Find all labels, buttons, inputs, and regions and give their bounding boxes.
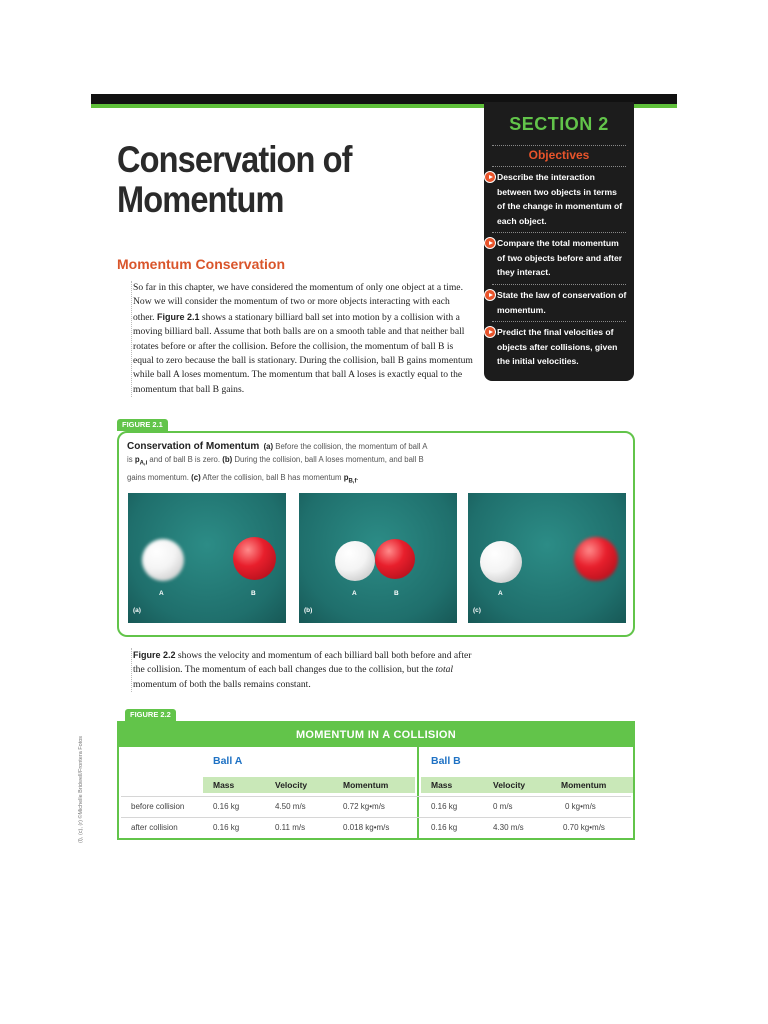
paragraph-text: shows the velocity and momentum of each billiard ball both before and after the collision. The momentum of each ball changes due to the collision, but the bbox=[133, 650, 472, 676]
table-cell: 0.16 kg bbox=[213, 802, 240, 811]
panel-label: (a) bbox=[133, 607, 141, 614]
photo-credit: (l), (c), (r) ©Michelle Bridwell/Frontera Fotos bbox=[78, 735, 84, 843]
group-ball-a: Ball A bbox=[213, 755, 243, 767]
table-cell: 4.30 m/s bbox=[493, 823, 524, 832]
title-line-1: Conservation of bbox=[117, 139, 352, 180]
section-label: SECTION 2 bbox=[509, 114, 609, 134]
body-paragraph-1 bbox=[131, 281, 473, 397]
ball-label: A bbox=[352, 590, 357, 597]
divider bbox=[492, 284, 626, 285]
emphasis-text: total bbox=[435, 664, 454, 676]
objective-item-2 bbox=[497, 236, 627, 280]
title-line-2: Momentum bbox=[117, 179, 284, 220]
paragraph-text: So far in this chapter, we have considered the momentum of only one object at a time. Now we will consider the momentum of two or more objects interacting with each other. bbox=[133, 282, 463, 323]
caption-text: . bbox=[356, 472, 359, 482]
caption-label: (b) bbox=[222, 455, 233, 464]
table-cell: 0 m/s bbox=[493, 802, 513, 811]
white-ball-a bbox=[480, 541, 522, 583]
caption-text: During the collision, ball A loses momentum, and ball B gains momentum. bbox=[127, 455, 424, 482]
group-ball-b: Ball B bbox=[431, 755, 461, 767]
col-header: Mass bbox=[431, 780, 453, 790]
col-header: Velocity bbox=[275, 780, 308, 790]
row-divider bbox=[121, 817, 631, 818]
momentum-symbol: p bbox=[343, 472, 349, 482]
caption-text: Before the collision, the momentum of ball A is bbox=[127, 442, 427, 464]
ball-label: B bbox=[394, 590, 399, 597]
col-header: Velocity bbox=[493, 780, 526, 790]
ball-label: A bbox=[498, 590, 503, 597]
divider bbox=[492, 166, 626, 167]
table-title: MOMENTUM IN A COLLISION bbox=[119, 723, 633, 747]
paragraph-text: shows a stationary billiard ball set into motion by a collision with a moving billiard ball. Assume that both balls are on a smooth table and that neither ball rotates before or after the collision. Before the collision, the momentum of ball B is equal to zero because the ball is stationary. During the collision, ball B gains momentum while ball A loses momentum. The momentum that ball A loses is exactly equal to the momentum that ball B gains. bbox=[133, 311, 473, 395]
objective-text: State the law of conservation of momentum. bbox=[497, 290, 627, 315]
ball-label: A bbox=[159, 590, 164, 597]
arrow-bullet-icon bbox=[484, 171, 496, 183]
figure-2-tab: FIGURE 2.2 bbox=[125, 709, 176, 721]
objectives-title: Objectives bbox=[528, 148, 590, 162]
divider bbox=[492, 145, 626, 146]
table-cell: 0.11 m/s bbox=[275, 823, 306, 832]
section-subhead: Momentum Conservation bbox=[117, 256, 286, 272]
ball-label: B bbox=[251, 590, 256, 597]
figure-1-box bbox=[117, 431, 635, 637]
momentum-symbol: p bbox=[134, 455, 140, 464]
figure-ref: Figure 2.2 bbox=[133, 650, 176, 660]
white-ball-a bbox=[335, 541, 375, 581]
divider bbox=[492, 232, 626, 233]
photo-panel-b bbox=[299, 493, 457, 623]
objective-text: Predict the final velocities of objects after collisions, given the initial velocities. bbox=[497, 327, 618, 366]
red-ball-b bbox=[233, 537, 276, 580]
table-cell: 4.50 m/s bbox=[275, 802, 306, 811]
arrow-bullet-icon bbox=[484, 289, 496, 301]
arrow-bullet-icon bbox=[484, 237, 496, 249]
table-cell: 0.16 kg bbox=[431, 802, 458, 811]
photo-panel-a bbox=[128, 493, 286, 623]
figure-1-tab: FIGURE 2.1 bbox=[117, 419, 168, 431]
table-cell: 0.72 kg•m/s bbox=[343, 802, 385, 811]
objective-item-4 bbox=[497, 325, 627, 369]
row-label: after collision bbox=[131, 823, 178, 832]
paragraph-text: momentum of both the balls remains constant. bbox=[133, 678, 311, 690]
body-paragraph-2 bbox=[131, 648, 473, 692]
caption-title: Conservation of Momentum bbox=[127, 441, 260, 452]
objective-item-3 bbox=[497, 288, 627, 317]
table-cell: 0.16 kg bbox=[213, 823, 240, 832]
col-header: Momentum bbox=[343, 780, 389, 790]
section-sidebar bbox=[484, 102, 634, 381]
table-cell: 0.018 kg•m/s bbox=[343, 823, 390, 832]
objective-text: Describe the interaction between two objects in terms of the change in momentum of each object. bbox=[497, 172, 623, 226]
caption-label: (a) bbox=[263, 442, 274, 451]
caption-label: (c) bbox=[191, 472, 201, 482]
subscript: B,f bbox=[348, 478, 357, 485]
table-divider bbox=[417, 747, 419, 838]
table-cell: 0.16 kg bbox=[431, 823, 458, 832]
red-ball-b bbox=[574, 537, 618, 581]
table-cell: 0.70 kg•m/s bbox=[563, 823, 605, 832]
caption-text: After the collision, ball B has momentum bbox=[200, 472, 344, 482]
red-ball-b bbox=[375, 539, 415, 579]
page-title bbox=[117, 140, 352, 220]
figure-ref: Figure 2.1 bbox=[156, 311, 200, 322]
figure-2-table bbox=[117, 721, 635, 840]
divider bbox=[492, 321, 626, 322]
objective-text: Compare the total momentum of two objects before and after they interact. bbox=[497, 238, 623, 277]
objective-item-1 bbox=[497, 170, 627, 228]
subscript: A,i bbox=[139, 460, 148, 467]
photo-panel-c bbox=[468, 493, 626, 623]
panel-label: (b) bbox=[304, 607, 313, 614]
row-divider bbox=[121, 796, 631, 797]
table-cell: 0 kg•m/s bbox=[565, 802, 596, 811]
white-ball-a bbox=[142, 539, 184, 581]
panel-label: (c) bbox=[473, 607, 481, 614]
row-label: before collision bbox=[131, 802, 185, 811]
caption-text: and of ball B is zero. bbox=[147, 455, 223, 464]
col-header: Momentum bbox=[561, 780, 607, 790]
arrow-bullet-icon bbox=[484, 326, 496, 338]
col-header: Mass bbox=[213, 780, 235, 790]
figure-1-caption bbox=[127, 440, 427, 488]
